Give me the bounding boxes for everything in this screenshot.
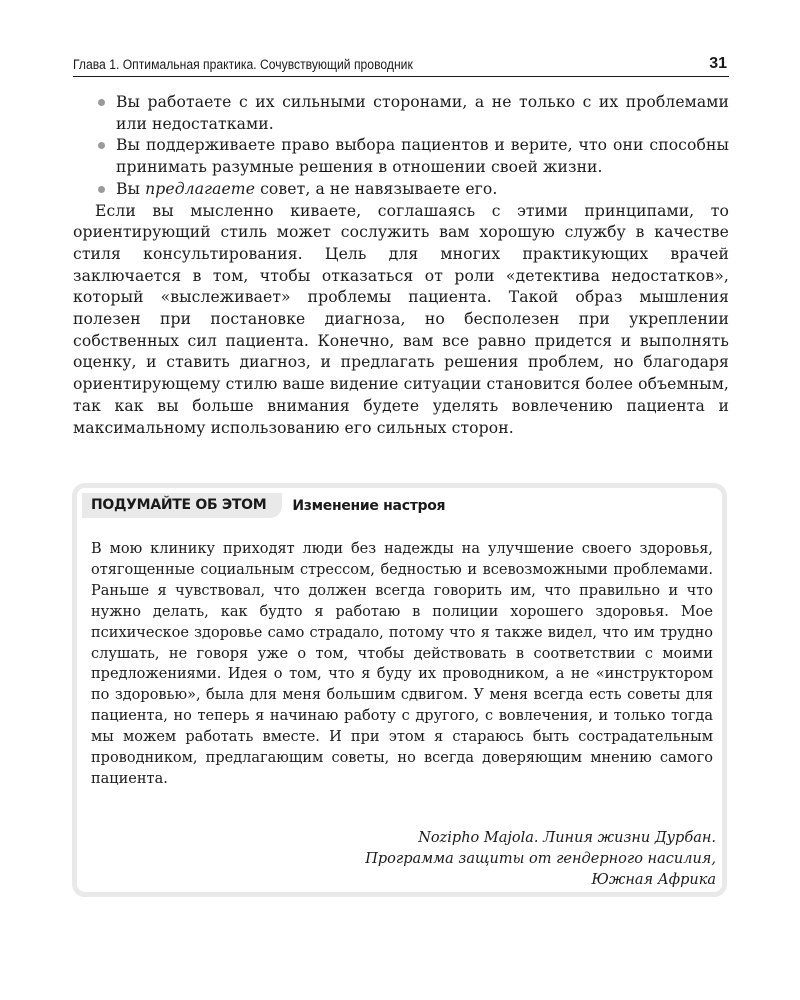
bullet-text-end: совет, а не навязываете его. xyxy=(255,179,498,198)
bullet-emphasis: предлагаете xyxy=(145,179,256,198)
sidebar-label: ПОДУМАЙТЕ ОБ ЭТОМ xyxy=(82,493,282,518)
bullet-icon xyxy=(98,99,105,106)
bullet-icon xyxy=(98,186,105,193)
bullet-list xyxy=(73,92,729,201)
main-text xyxy=(73,92,729,439)
bullet-item xyxy=(73,135,729,178)
bullet-text: Вы xyxy=(116,179,146,198)
sidebar-text: В мою клинику приходят люди без надежды на улучшение своего здоровья, отягощенные социальным стрессом, бедностью и всевозможными проблемами. Раньше я чувствовал, что должен всегда говорить им, что правильно и что нужно делать, как будто я работаю в полиции хорошего здоровья. Мое психическое здоровье само страдало, потому что я также видел, что им трудно слушать, не говоря уже о том, чтобы действовать в соответствии с моими предложениями. Идея о том, что я буду их проводником, а не «инструктором по здоровью», была для меня большим сдвигом. У меня всегда есть советы для пациента, но теперь я начинаю работу с другого, с вовлечения, и только тогда мы можем работать вместе. И при этом я стараюсь быть сострадательным проводником, предлагающим советы, но всегда доверяющим мнению самого пациента. xyxy=(91,541,713,787)
sidebar-header xyxy=(82,493,445,518)
attribution xyxy=(116,828,716,891)
sidebar-box xyxy=(72,483,727,897)
page-number: 31 xyxy=(709,55,727,72)
chapter-title: Глава 1. Оптимальная практика. Сочувствующий проводник xyxy=(73,57,413,72)
attribution-line: Южная Африка xyxy=(591,872,716,888)
attribution-line: Nozipho Majola. Линия жизни Дурбан. xyxy=(418,830,716,846)
attribution-line: Программа защиты от гендерного насилия, xyxy=(365,851,716,867)
body-paragraph: Если вы мысленно киваете, соглашаясь с этими принципами, то ориентирующий стиль может сослужить вам хорошую службу в качестве стиля консультирования. Цель для многих практикующих врачей заключается в том, чтобы отказаться от роли «детектива недостатков», который «выслеживает» проблемы пациента. Такой образ мышления полезен при постановке диагноза, но бесполезен при укреплении собственных сил пациента. Конечно, вам все равно придется и выполнять оценку, и ставить диагноз, и предлагать решения проблем, но благодаря ориентирующему стилю ваше видение ситуации становится более объемным, так как вы больше внимания будете уделять вовлечению пациента и максимальному использованию его сильных сторон. xyxy=(73,201,729,437)
bullet-item xyxy=(73,179,729,201)
sidebar-title: Изменение настроя xyxy=(292,497,446,514)
bullet-text: Вы поддерживаете право выбора пациентов и верите, что они способны принимать разумные решения в отношении своей жизни. xyxy=(116,136,729,177)
bullet-icon xyxy=(98,142,105,149)
running-header xyxy=(73,52,729,77)
bullet-item xyxy=(73,92,729,135)
bullet-text: Вы работаете с их сильными сторонами, а не только с их проблемами или недостатками. xyxy=(116,93,729,133)
